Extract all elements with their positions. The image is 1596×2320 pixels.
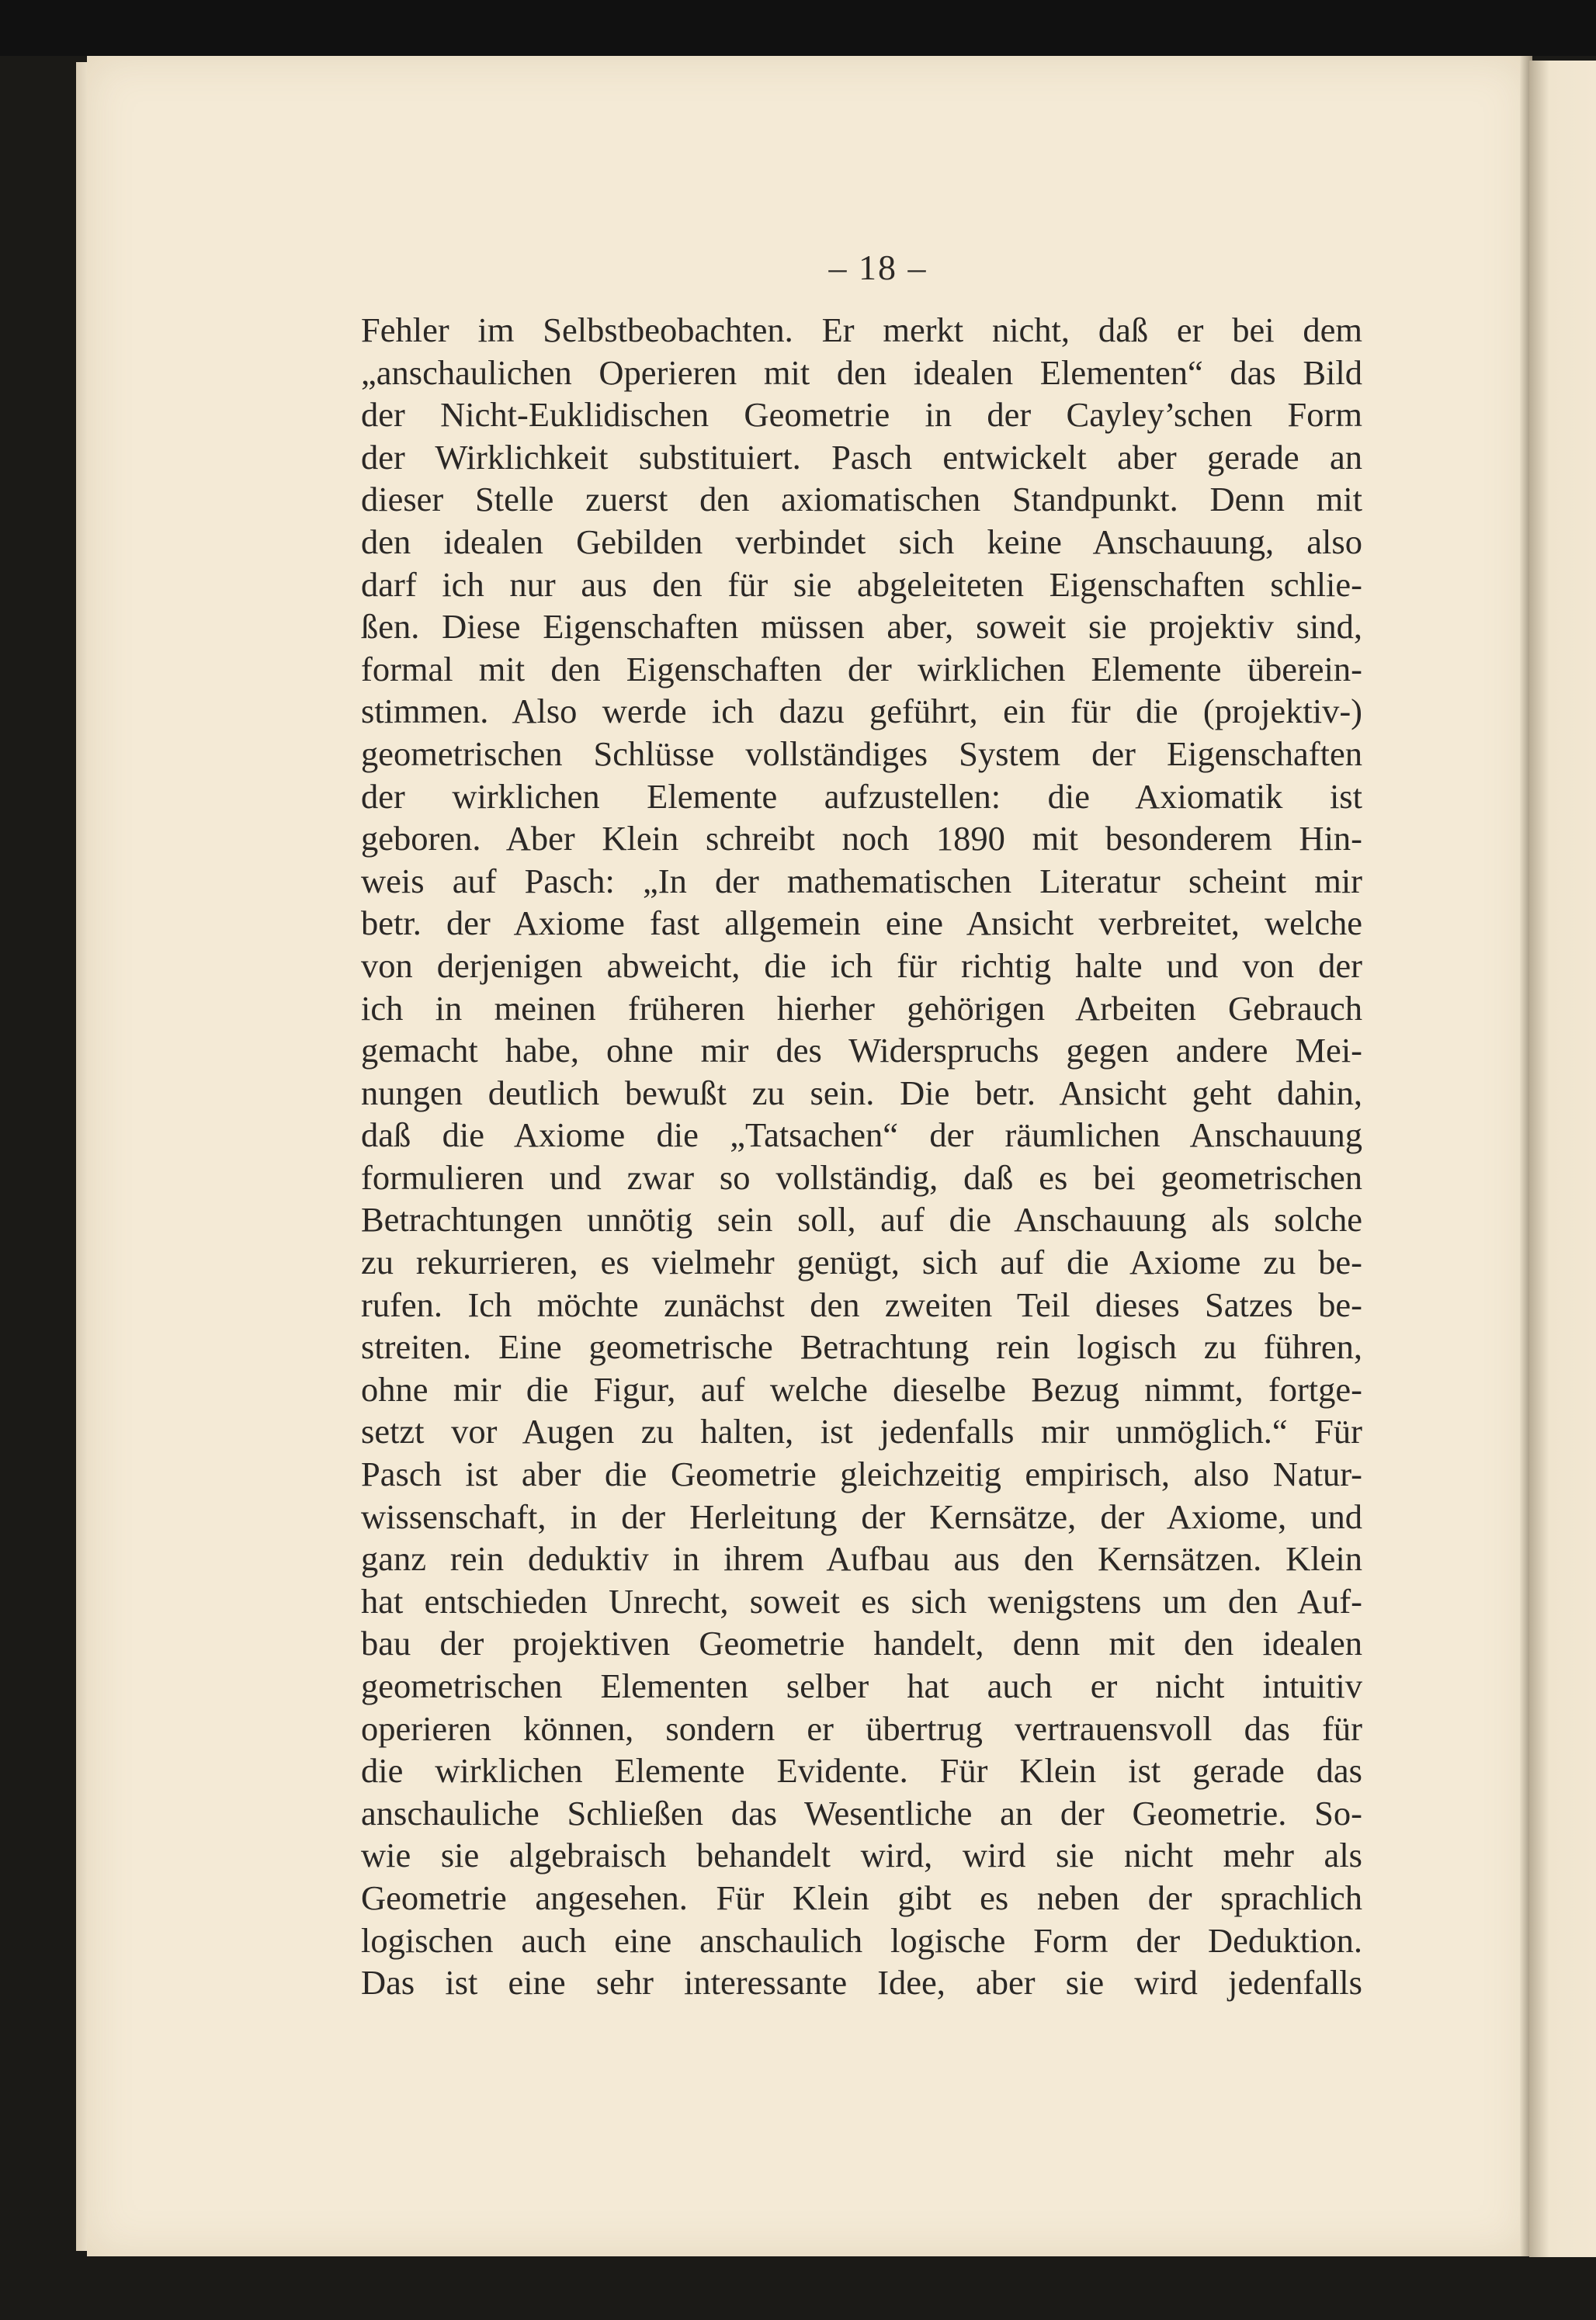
- text-line: wie sie algebraisch behandelt wird, wird sie nicht mehr als: [361, 1836, 1362, 1875]
- text-line: hat entschieden Unrecht, soweit es sich wenigstens um den Auf-: [361, 1581, 1362, 1621]
- body-text: [361, 309, 1362, 2004]
- text-line: gemacht habe, ohne mir des Widerspruchs gegen andere Mei-: [361, 1031, 1362, 1070]
- text-line: der Nicht-Euklidischen Geometrie in der Cayley’schen Form: [361, 395, 1362, 435]
- text-line: setzt vor Augen zu halten, ist jedenfalls mir unmöglich.“ Für: [361, 1412, 1362, 1451]
- text-line: geometrischen Schlüsse vollständiges System der Eigenschaften: [361, 733, 1362, 773]
- text-line: die wirklichen Elemente Evidente. Für Klein ist gerade das: [361, 1751, 1362, 1791]
- text-line: Das ist eine sehr interessante Idee, aber sie wird jedenfalls: [361, 1963, 1362, 2003]
- text-line: ßen. Diese Eigenschaften müssen aber, soweit sie projektiv sind,: [361, 607, 1362, 647]
- text-line: ohne mir die Figur, auf welche dieselbe Bezug nimmt, fortge-: [361, 1369, 1362, 1409]
- text-line: „anschaulichen Operieren mit den idealen Elementen“ das Bild: [361, 352, 1362, 392]
- page-number: – 18 –: [828, 248, 928, 287]
- text-line: daß die Axiome die „Tatsachen“ der räumlichen Anschauung: [361, 1115, 1362, 1155]
- text-line: von derjenigen abweicht, die ich für richtig halte und von der: [361, 945, 1362, 985]
- text-line: geometrischen Elementen selber hat auch er nicht intuitiv: [361, 1666, 1362, 1705]
- text-line: weis auf Pasch: „In der mathematischen Literatur scheint mir: [361, 861, 1362, 900]
- text-line: wissenschaft, in der Herleitung der Kernsätze, der Axiome, und: [361, 1496, 1362, 1536]
- text-line: der Wirklichkeit substituiert. Pasch entwickelt aber gerade an: [361, 437, 1362, 477]
- text-line: bau der projektiven Geometrie handelt, denn mit den idealen: [361, 1624, 1362, 1663]
- scan-background-top: [0, 0, 1596, 56]
- text-line: formal mit den Eigenschaften der wirklichen Elemente überein-: [361, 649, 1362, 688]
- text-line: betr. der Axiome fast allgemein eine Ansicht verbreitet, welche: [361, 903, 1362, 943]
- text-line: dieser Stelle zuerst den axiomatischen Standpunkt. Denn mit: [361, 480, 1362, 519]
- text-line: streiten. Eine geometrische Betrachtung rein logisch zu führen,: [361, 1327, 1362, 1367]
- text-line: Pasch ist aber die Geometrie gleichzeitig empirisch, also Natur-: [361, 1455, 1362, 1494]
- text-line: logischen auch eine anschaulich logische Form der Deduktion.: [361, 1920, 1362, 1960]
- text-line: Geometrie angesehen. Für Klein gibt es neben der sprachlich: [361, 1878, 1362, 1917]
- text-line: ganz rein deduktiv in ihrem Aufbau aus den Kernsätzen. Klein: [361, 1539, 1362, 1579]
- text-line: zu rekurrieren, es vielmehr genügt, sich auf die Axiome zu be-: [361, 1243, 1362, 1282]
- text-line: stimmen. Also werde ich dazu geführt, ein für die (projektiv-): [361, 692, 1362, 731]
- text-line: operieren können, sondern er übertrug vertrauensvoll das für: [361, 1708, 1362, 1748]
- text-line: den idealen Gebilden verbindet sich keine Anschauung, also: [361, 522, 1362, 561]
- text-line: nungen deutlich bewußt zu sein. Die betr. Ansicht geht dahin,: [361, 1073, 1362, 1112]
- text-line: anschauliche Schließen das Wesentliche an der Geometrie. So-: [361, 1793, 1362, 1833]
- text-line: ich in meinen früheren hierher gehörigen Arbeiten Gebrauch: [361, 988, 1362, 1028]
- text-line: darf ich nur aus den für sie abgeleiteten Eigenschaften schlie-: [361, 564, 1362, 604]
- text-line: rufen. Ich möchte zunächst den zweiten Teil dieses Satzes be-: [361, 1285, 1362, 1324]
- text-line: formulieren und zwar so vollständig, daß es bei geometrischen: [361, 1157, 1362, 1197]
- facing-page-edge: [1529, 61, 1596, 2257]
- text-line: Betrachtungen unnötig sein soll, auf die Anschauung als solche: [361, 1200, 1362, 1240]
- text-line: geboren. Aber Klein schreibt noch 1890 mit besonderem Hin-: [361, 819, 1362, 858]
- text-line: Fehler im Selbstbeobachten. Er merkt nicht, daß er bei dem: [361, 310, 1362, 349]
- text-line: der wirklichen Elemente aufzustellen: die Axiomatik ist: [361, 776, 1362, 816]
